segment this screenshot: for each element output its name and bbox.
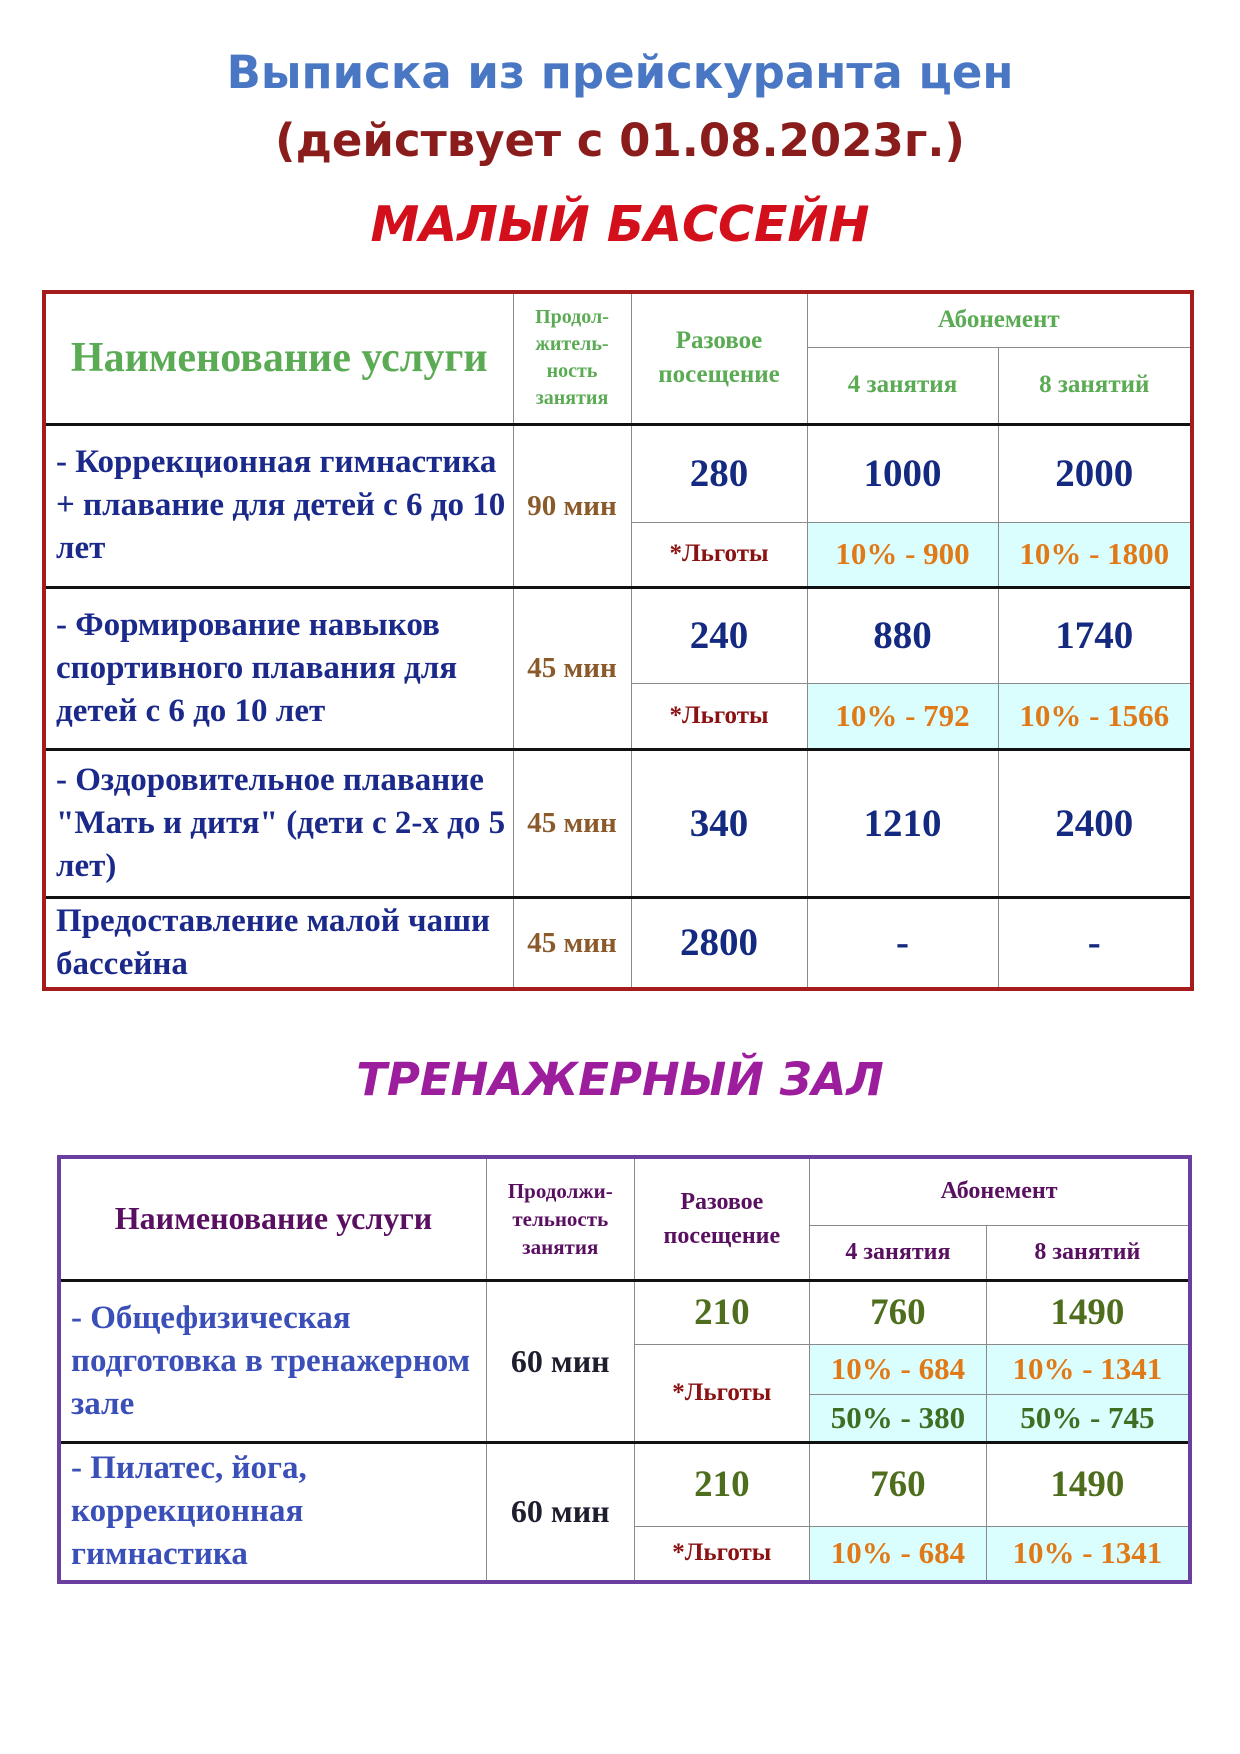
single-visit-price: 280 (631, 424, 807, 522)
subscription-8-price: 1490 (986, 1442, 1190, 1526)
header-4-sessions: 4 занятия (807, 347, 998, 424)
header-8-sessions: 8 занятий (986, 1225, 1190, 1280)
gym-price-table (57, 1155, 1192, 1584)
benefits-label: *Льготы (631, 683, 807, 749)
service-duration: 60 мин (487, 1442, 635, 1582)
service-duration: 45 мин (513, 749, 631, 897)
service-duration: 45 мин (513, 587, 631, 749)
table-row (44, 424, 1192, 522)
service-name: - Общефизическая подготовка в тренажерном зале (59, 1280, 487, 1442)
service-name: - Пилатес, йога, коррекционная гимнастика (59, 1442, 487, 1582)
document-title: Выписка из прейскуранта цен (226, 46, 1014, 99)
discount-4-price: 10% - 792 (807, 683, 998, 749)
discount-4-price-50: 50% - 380 (810, 1394, 987, 1442)
service-name: - Коррекционная гимнастика + плавание для детей с 6 до 10 лет (44, 424, 513, 587)
subscription-8-price: 2000 (998, 424, 1192, 522)
service-duration: 60 мин (487, 1280, 635, 1442)
header-single-visit: Разовое посещение (634, 1157, 810, 1280)
discount-4-price: 10% - 900 (807, 522, 998, 587)
table-row (59, 1442, 1190, 1526)
table-header-row (59, 1157, 1190, 1225)
single-visit-price: 2800 (631, 897, 807, 989)
subscription-4-price: 1210 (807, 749, 998, 897)
discount-8-price-50: 50% - 745 (986, 1394, 1190, 1442)
header-single-visit: Разовое посещение (631, 292, 807, 424)
single-visit-price: 210 (634, 1442, 810, 1526)
service-name: Предоставление малой чаши бассейна (44, 897, 513, 989)
subscription-4-price: 1000 (807, 424, 998, 522)
single-visit-price: 240 (631, 587, 807, 683)
header-8-sessions: 8 занятий (998, 347, 1192, 424)
pool-price-table (42, 290, 1194, 991)
benefits-label: *Льготы (631, 522, 807, 587)
table-row (44, 749, 1192, 897)
service-duration: 45 мин (513, 897, 631, 989)
discount-4-price-10: 10% - 684 (810, 1344, 987, 1394)
table-row (59, 1280, 1190, 1344)
header-subscription: Абонемент (810, 1157, 1190, 1225)
discount-8-price: 10% - 1800 (998, 522, 1192, 587)
pool-section-title: МАЛЫЙ БАССЕЙН (370, 196, 870, 253)
service-duration: 90 мин (513, 424, 631, 587)
service-name: - Формирование навыков спортивного плавания для детей с 6 до 10 лет (44, 587, 513, 749)
table-row (44, 897, 1192, 989)
header-4-sessions: 4 занятия (810, 1225, 987, 1280)
table-header-row (44, 292, 1192, 347)
subscription-4-price: 760 (810, 1280, 987, 1344)
service-name: - Оздоровительное плавание "Мать и дитя" (дети с 2-х до 5 лет) (44, 749, 513, 897)
subscription-4-price: 880 (807, 587, 998, 683)
header-service-name: Наименование услуги (59, 1157, 487, 1280)
benefits-label: *Льготы (634, 1344, 810, 1442)
header-subscription: Абонемент (807, 292, 1192, 347)
subscription-8-price: 2400 (998, 749, 1192, 897)
header-duration: Продол-житель-ность занятия (513, 292, 631, 424)
table-row (44, 587, 1192, 683)
effective-date: (действует с 01.08.2023г.) (275, 114, 965, 167)
subscription-8-price: - (998, 897, 1192, 989)
subscription-8-price: 1490 (986, 1280, 1190, 1344)
subscription-4-price: - (807, 897, 998, 989)
discount-8-price: 10% - 1341 (986, 1526, 1190, 1582)
header-service-name: Наименование услуги (44, 292, 513, 424)
single-visit-price: 210 (634, 1280, 810, 1344)
gym-section-title: ТРЕНАЖЕРНЫЙ ЗАЛ (356, 1053, 884, 1106)
benefits-label: *Льготы (634, 1526, 810, 1582)
single-visit-price: 340 (631, 749, 807, 897)
discount-8-price: 10% - 1566 (998, 683, 1192, 749)
discount-4-price: 10% - 684 (810, 1526, 987, 1582)
header-duration: Продолжи-тельность занятия (487, 1157, 635, 1280)
discount-8-price-10: 10% - 1341 (986, 1344, 1190, 1394)
subscription-4-price: 760 (810, 1442, 987, 1526)
subscription-8-price: 1740 (998, 587, 1192, 683)
